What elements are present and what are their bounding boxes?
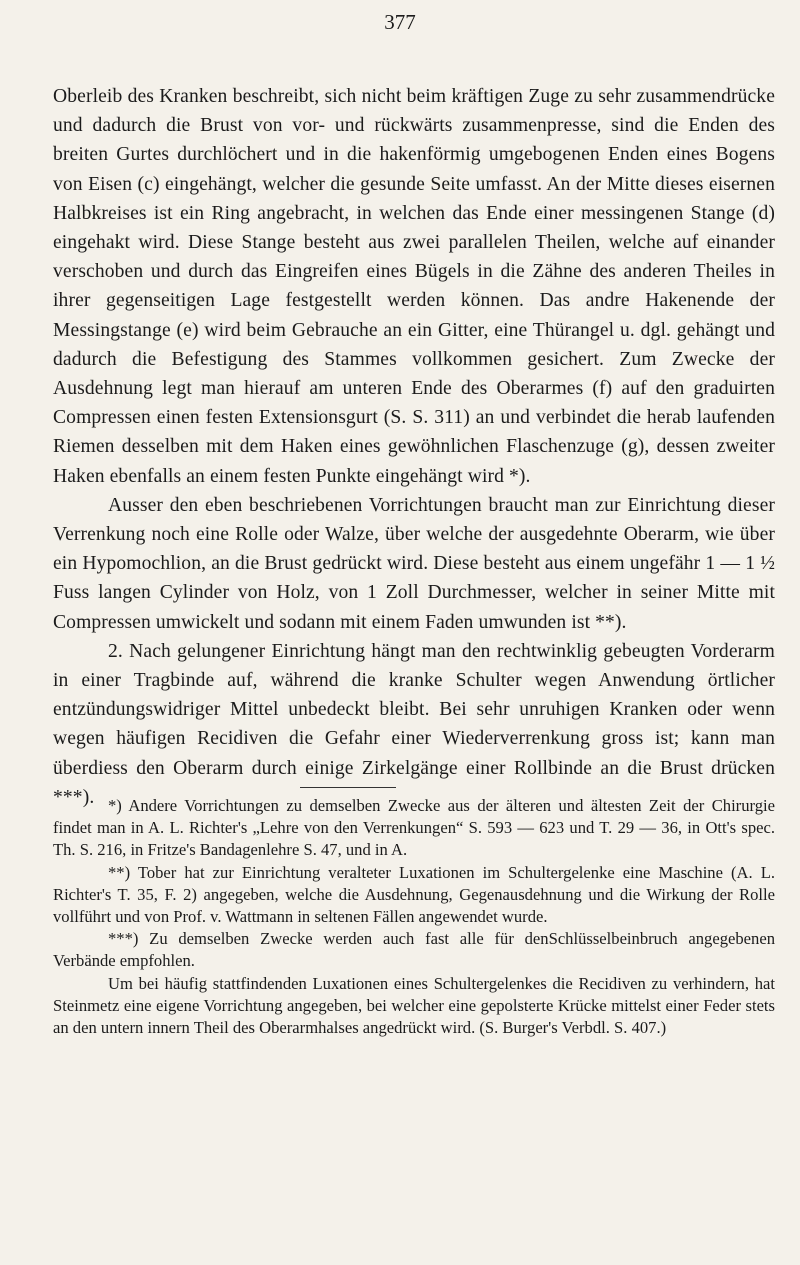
footnotes — [53, 795, 775, 1039]
paragraph: Ausser den eben beschriebenen Vorrichtungen braucht man zur Einrichtung dieser Verrenkung noch eine Rolle oder Walze, über welche der ausgedehnte Oberarm, wie über ein Hypomochlion, an die Brust gedrückt wird. Diese besteht aus einem ungefähr 1 — 1 ½ Fuss langen Cylinder von Holz, von 1 Zoll Durchmesser, welcher in seiner Mitte mit Compressen umwickelt und sodann mit einem Faden umwunden ist **). — [53, 494, 775, 633]
main-text — [53, 82, 775, 812]
paragraph: 2. Nach gelungener Einrichtung hängt man den rechtwinklig gebeugten Vorderarm in einer Tragbinde auf, während die kranke Schulter wegen Anwendung örtlicher entzündungswidriger Mittel unbedeckt bleibt. Bei sehr unruhigen Kranken oder wenn wegen häufigen Recidiven die Gefahr einer Wiederverrenkung gross ist; kann man überdiess den Oberarm durch einige Zirkelgänge einer Rollbinde an die Brust drücken ***). — [53, 640, 775, 808]
footnote: ***) Zu demselben Zwecke werden auch fast alle für denSchlüsselbeinbruch angegebenen Verbände empfohlen. — [53, 929, 775, 971]
paragraph: Oberleib des Kranken beschreibt, sich nicht beim kräftigen Zuge zu sehr zusammendrücke und dadurch die Brust von vor- und rückwärts zusammenpresse, sind die Enden des breiten Gurtes durchlöchert und in die hakenförmig umgebogenen Enden eines Bogens von Eisen (c) eingehängt, welcher die gesunde Seite umfasst. An der Mitte dieses eisernen Halbkreises ist ein Ring angebracht, in welchen das Ende einer messingenen Stange (d) eingehakt wird. Diese Stange besteht aus zwei parallelen Theilen, welche auf einander verschoben und durch das Eingreifen eines Bügels in die Zähne des anderen Theiles in ihrer gegenseitigen Lage festgestellt werden können. Das andre Hakenende der Messingstange (e) wird beim Gebrauche an ein Gitter, eine Thürangel u. dgl. gehängt und dadurch die Befestigung des Stammes vollkommen gesichert. Zum Zwecke der Ausdehnung legt man hierauf am unteren Ende des Oberarmes (f) auf den graduirten Compressen einen festen Extensionsgurt (S. S. 311) an und verbindet die herab laufenden Riemen desselben mit dem Haken eines gewöhnlichen Flaschenzuge (g), dessen zweiter Haken ebenfalls an einem festen Punkte eingehängt wird *). — [53, 86, 775, 487]
footnote: **) Tober hat zur Einrichtung veralteter Luxationen im Schultergelenke eine Maschine (A. L. Richter's T. 35, F. 2) angegeben, welche die Ausdehnung, Gegenausdehnung und die Wirkung der Rolle vollführt und von Prof. v. Wattmann in seltenen Fällen angewendet wurde. — [53, 862, 775, 927]
page-number: 377 — [384, 10, 416, 34]
footnote-separator — [300, 787, 396, 788]
footnote: *) Andere Vorrichtungen zu demselben Zwecke aus der älteren und ältesten Zeit der Chirurgie findet man in A. L. Richter's „Lehre von den Verrenkungen“ S. 593 — 623 und T. 29 — 36, in Ott's spec. Th. S. 216, in Fritze's Bandagenlehre S. 47, und in A. — [53, 796, 775, 860]
footnote: Um bei häufig stattfindenden Luxationen eines Schultergelenkes die Recidiven zu verhindern, hat Steinmetz eine eigene Vorrichtung angegeben, bei welcher eine gepolsterte Krücke mittelst einer Feder stets an den untern innern Theil des Oberarmhalses angedrückt wird. (S. Burger's Verbdl. S. 407.) — [53, 973, 775, 1038]
